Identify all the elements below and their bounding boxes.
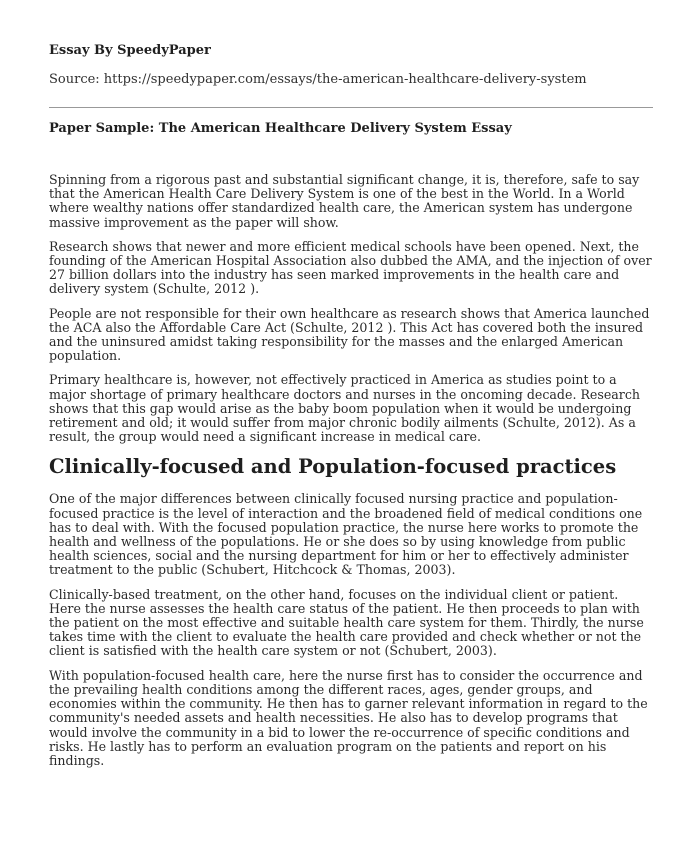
intro-paragraph-3: People are not responsible for their own healthcare as research shows that America launched the ACA also the Affordable Care Act (Schulte, 2012 ). This Act has covered both the insured and the uninsured amidst taking responsibility for the masses and the enlarged American population. [49, 305, 650, 364]
section-paragraph-3: With population-focused health care, here the nurse first has to consider the occurrence and the prevailing health conditions among the different races, ages, gender groups, and economies within the community. He then has to garner relevant information in regard to the community's needed assets and health necessities. He also has to develop programs that would involve the community in a bid to lower the re-occurrence of specific conditions and risks. He lastly has to perform an evaluation program on the patients and report on his findings. [49, 667, 648, 768]
intro-paragraph-4: Primary healthcare is, however, not effectively practiced in America as studies point to a major shortage of primary healthcare doctors and nurses in the oncoming decade. Research shows that this gap would arise as the baby boom population when it would be undergoing retirement and old; it would suffer from major chronic bodily ailments (Schulte, 2012). As a result, the group would need a significant increase in medical care. [49, 372, 640, 445]
paper-title: Paper Sample: The American Healthcare Delivery System Essay [49, 121, 512, 136]
section-heading: Clinically-focused and Population-focused practices [49, 455, 617, 479]
header-divider [49, 107, 653, 108]
source-line: Source: https://speedypaper.com/essays/the-american-healthcare-delivery-system [49, 72, 587, 87]
section-paragraph-1: One of the major differences between clinically focused nursing practice and population-focused practice is the level of interaction and the broadened field of medical conditions one has to deal with. With the focused population practice, the nurse here works to promote the health and wellness of the populations. He or she does so by using knowledge from public health sciences, social and the nursing department for him or her to effectively administer treatment to the public (Schubert, Hitchcock & Thomas, 2003). [49, 491, 643, 578]
brand-title: Essay By SpeedyPaper [49, 43, 211, 58]
essay-body [49, 173, 653, 778]
intro-paragraph-1: Spinning from a rigorous past and substantial significant change, it is, therefore, safe to say that the American Health Care Delivery System is one of the best in the World. In a World where wealthy nations offer standardized health care, the American system has undergone massive improvement as the paper will show. [49, 172, 640, 230]
intro-paragraph-2: Research shows that newer and more efficient medical schools have been opened. Next, the founding of the American Hospital Association also dubbed the AMA, and the injection of over 27 billion dollars into the industry has seen marked improvements in the health care and delivery system (Schulte, 2012 ). [49, 238, 652, 297]
section-paragraph-2: Clinically-based treatment, on the other hand, focuses on the individual client or patient. Here the nurse assesses the health care status of the patient. He then proceeds to plan with the patient on the most effective and suitable health care system for them. Thirdly, the nurse takes time with the client to evaluate the health care provided and check whether or not the client is satisfied with the health care system or not (Schubert, 2003). [49, 586, 644, 659]
